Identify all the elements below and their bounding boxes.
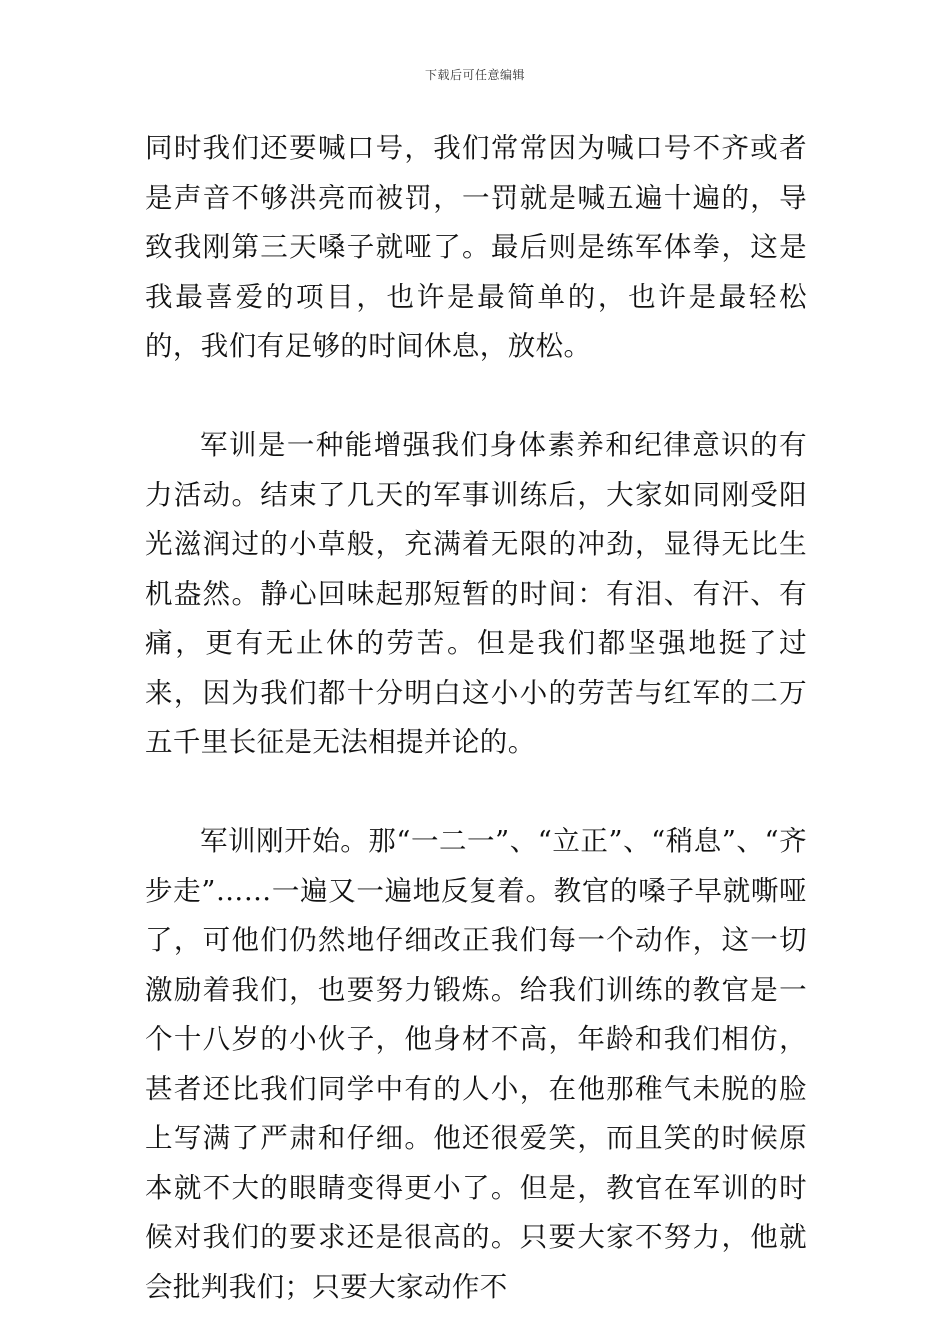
paragraph-continued: 同时我们还要喊口号，我们常常因为喊口号不齐或者是声音不够洪亮而被罚，一罚就是喊五遍十遍的，导致我刚第三天嗓子就哑了。最后则是练军体拳，这是我最喜爱的项目，也许是最简单的，也许是最轻松的，我们有足够的时间休息，放松。 — [145, 132, 807, 362]
paragraph-training-start: 军训刚开始。那“一二一”、“立正”、“稍息”、“齐步走”……一遍又一遍地反复着。教官的嗓子早就嘶哑了，可他们仍然地仔细改正我们每一个动作，这一切激励着我们，也要努力锻炼。给我们训练的教官是一个十八岁的小伙子，他身材不高，年龄和我们相仿，甚者还比我们同学中有的人小，在他那稚气未脱的脸上写满了严肃和仔细。他还很爱笑，而且笑的时候原本就不大的眼睛变得更小了。但是，教官在军训的时候对我们的要求还是很高的。只要大家不努力，他就会批判我们；只要大家动作不 — [145, 825, 807, 1303]
paragraph-military-training-summary: 军训是一种能增强我们身体素养和纪律意识的有力活动。结束了几天的军事训练后，大家如同刚受阳光滋润过的小草般，充满着无限的冲劲，显得无比生机盎然。静心回味起那短暂的时间：有泪、有汗、有痛，更有无止休的劳苦。但是我们都坚强地挺了过来，因为我们都十分明白这小小的劳苦与红军的二万五千里长征是无法相提并论的。 — [145, 429, 807, 758]
document-body — [145, 124, 807, 1312]
page-header: 下载后可任意编辑 — [424, 68, 525, 82]
